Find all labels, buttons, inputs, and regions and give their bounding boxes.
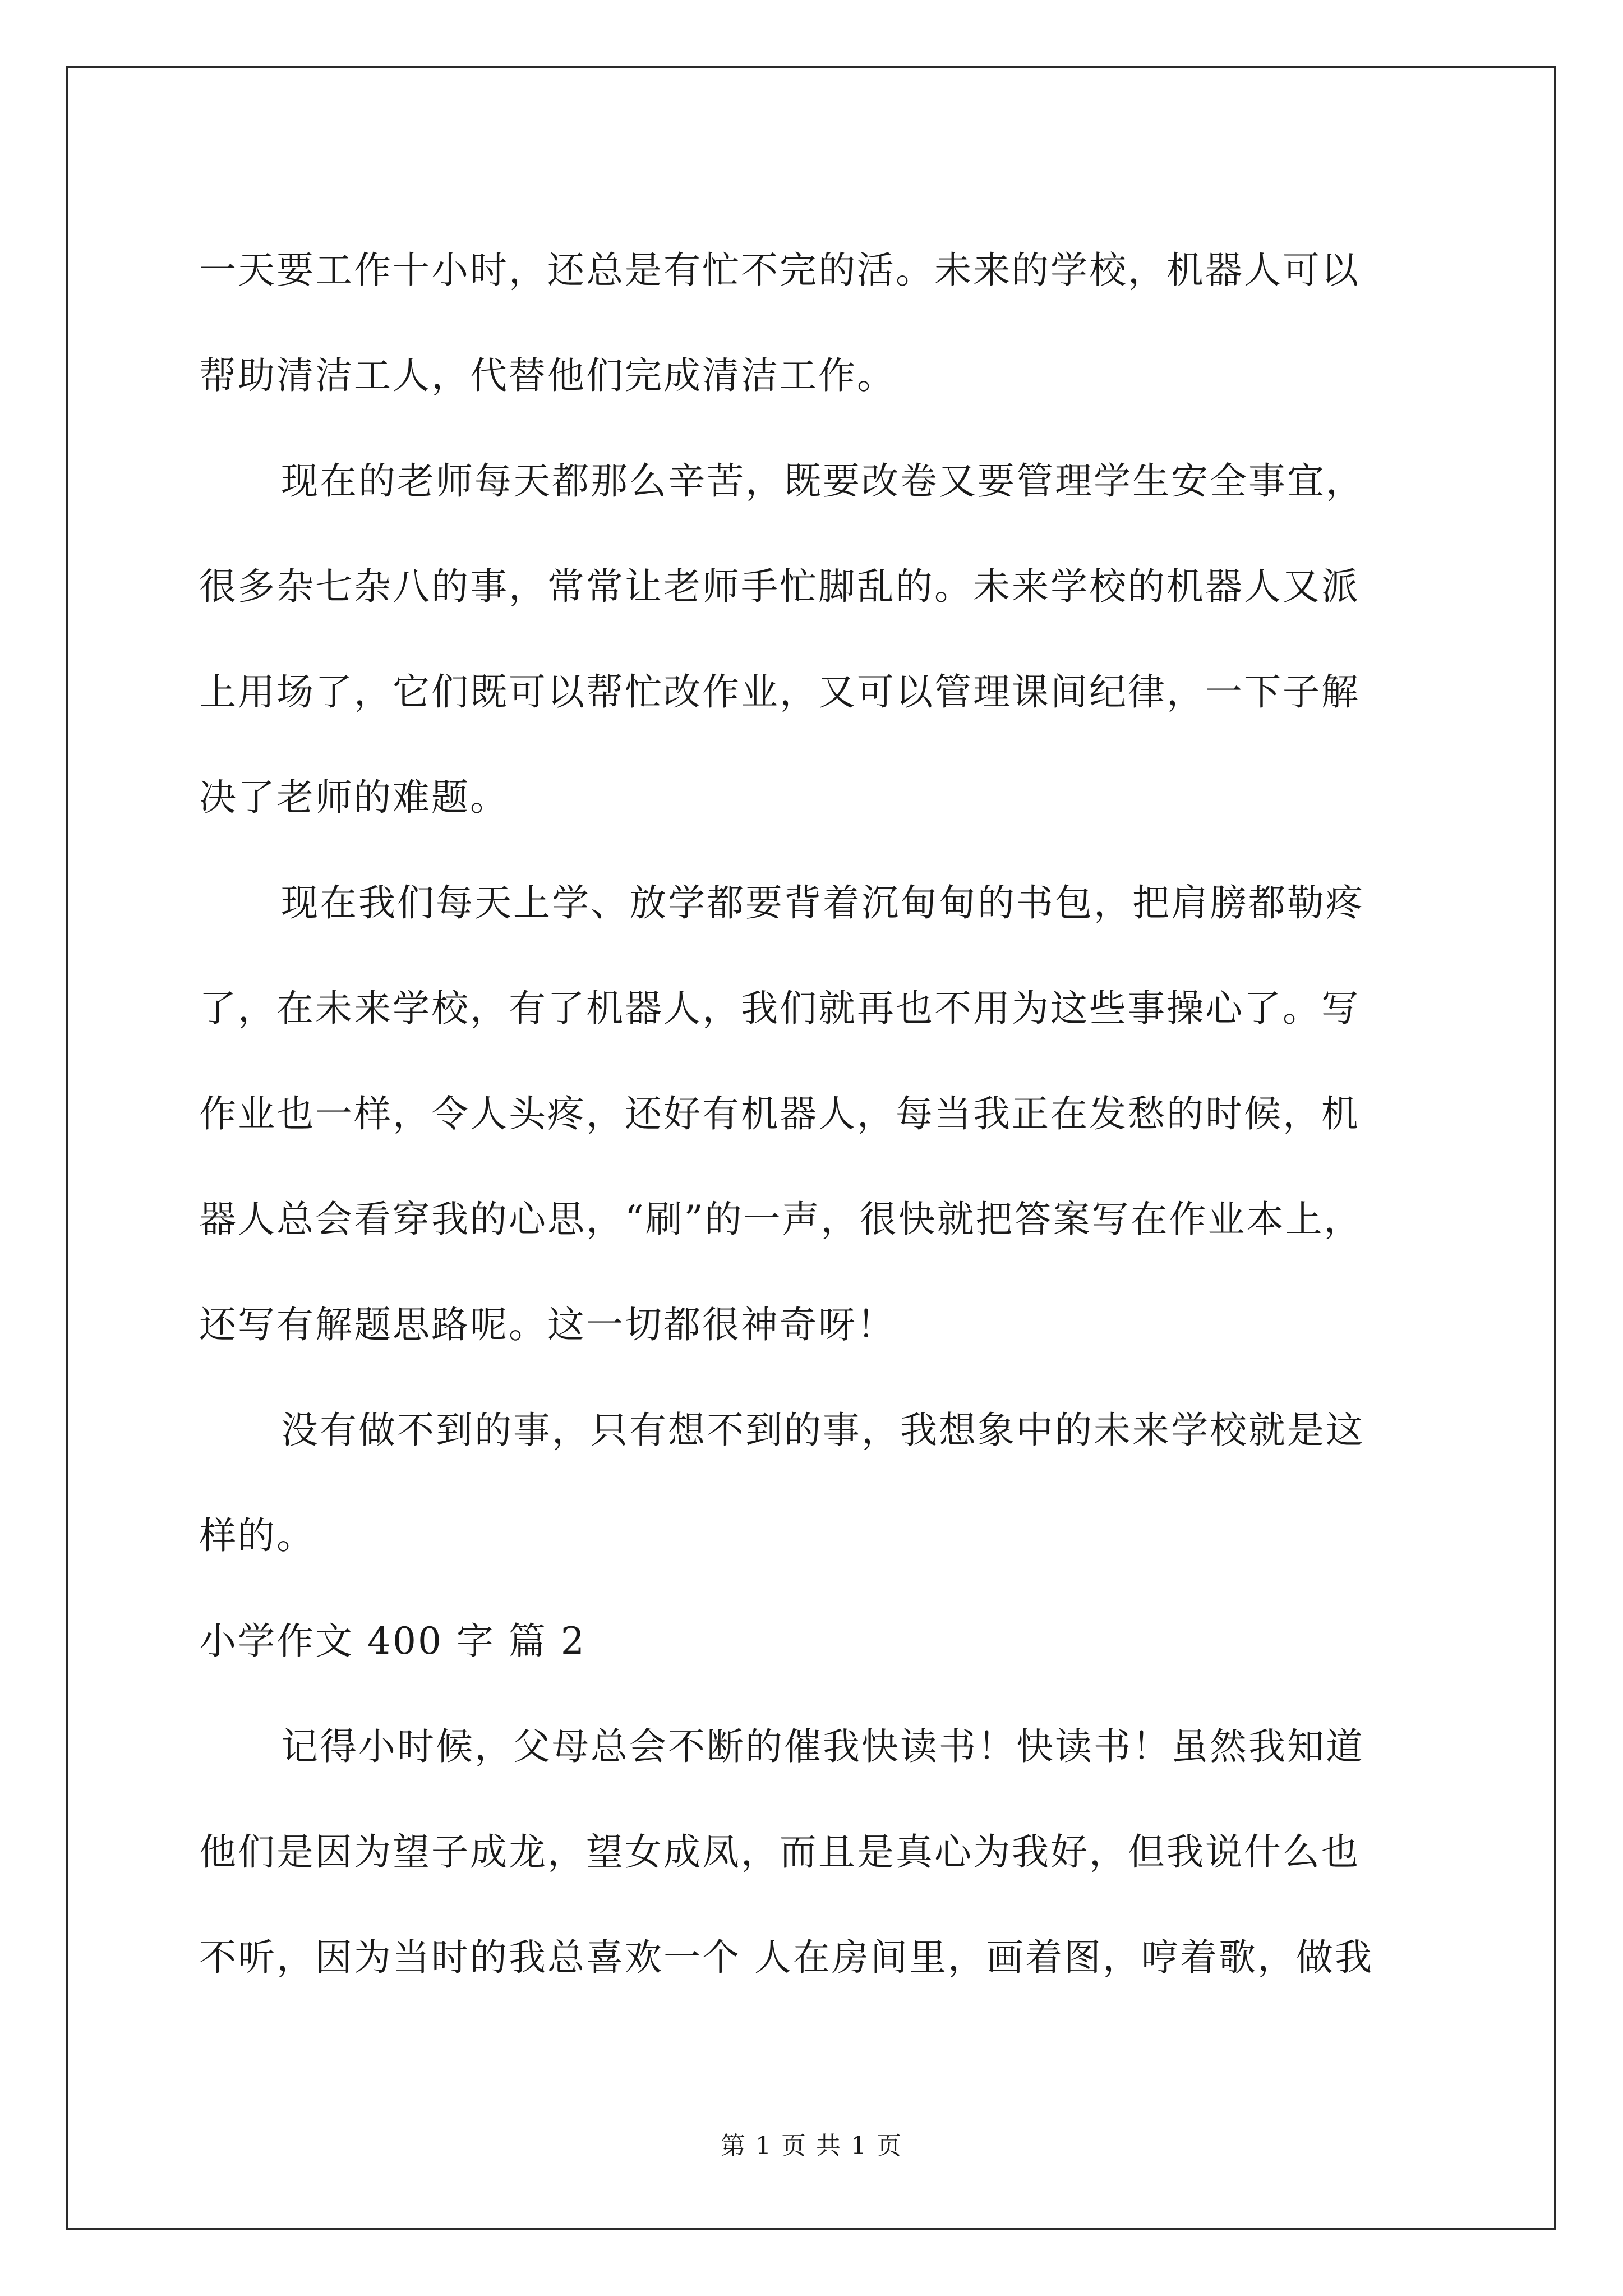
text-line: 帮助清洁工人，代替他们完成清洁工作。 bbox=[199, 354, 896, 397]
text-line: 一天要工作十小时，还总是有忙不完的活。未来的学校，机器人可以 bbox=[199, 249, 1360, 292]
text-line: 他们是因为望子成龙，望女成凤，而且是真心为我好，但我说什么也 bbox=[199, 1830, 1360, 1874]
paragraph-start-line: 记得小时候，父母总会不断的催我快读书！快读书！虽然我知道 bbox=[281, 1725, 1364, 1768]
text-line: 上用场了，它们既可以帮忙改作业，又可以管理课间纪律，一下子解 bbox=[199, 670, 1360, 714]
text-line: 样的。 bbox=[199, 1514, 315, 1557]
text-line: 不听，因为当时的我总喜欢一个 人在房间里，画着图，哼着歌，做我 bbox=[199, 1936, 1373, 1979]
paragraph-start-line: 现在我们每天上学、放学都要背着沉甸甸的书包，把肩膀都勒疼 bbox=[281, 881, 1364, 924]
page-footer: 第 1 页 共 1 页 bbox=[721, 2132, 902, 2160]
text-line: 了，在未来学校，有了机器人，我们就再也不用为这些事操心了。写 bbox=[199, 987, 1360, 1030]
paragraph-start-line: 现在的老师每天都那么辛苦，既要改卷又要管理学生安全事宜， bbox=[281, 459, 1364, 503]
paragraph-start-line: 没有做不到的事，只有想不到的事，我想象中的未来学校就是这 bbox=[281, 1409, 1364, 1452]
text-line: 决了老师的难题。 bbox=[199, 776, 509, 819]
section-heading: 小学作文 400 字 篇 2 bbox=[199, 1619, 586, 1663]
text-line: 器人总会看穿我的心思，“刷”的一声，很快就把答案写在作业本上， bbox=[199, 1198, 1363, 1241]
text-line: 很多杂七杂八的事，常常让老师手忙脚乱的。未来学校的机器人又派 bbox=[199, 565, 1360, 608]
document-body bbox=[199, 218, 1433, 2010]
text-line: 作业也一样，令人头疼，还好有机器人，每当我正在发愁的时候，机 bbox=[199, 1092, 1360, 1135]
text-line: 还写有解题思路呢。这一切都很神奇呀！ bbox=[199, 1303, 896, 1346]
